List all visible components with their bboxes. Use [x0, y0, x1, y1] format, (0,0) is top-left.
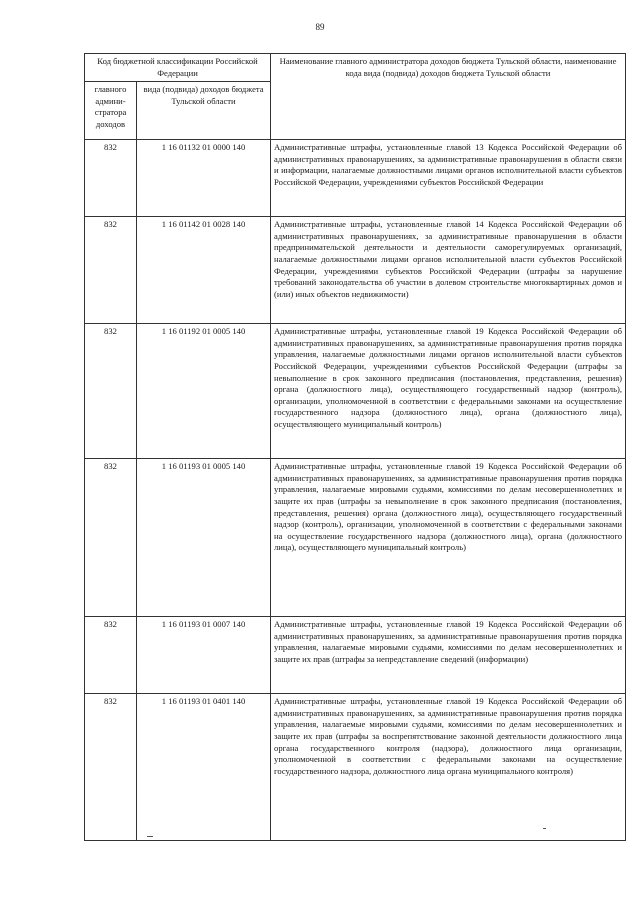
budget-classification-table — [84, 53, 626, 841]
income-name-cell: Административные штрафы, установленные главой 14 Кодекса Российской Федерации об административных правонарушениях, за административные правонарушения в области предпринимательской деятельности и деятельности саморегулируемых организаций, налагаемые должностными лицами органов исполнительной власти субъектов Российской Федерации, учреждениями субъектов Российской Федерации (штрафы за нарушение требований законодательства об участии в долевом строительстве многоквартирных домов и (или) иных объектов недвижимости) — [271, 217, 626, 324]
table-row — [85, 617, 626, 694]
scan-mark — [543, 828, 546, 829]
admin-code-cell: 832 — [85, 694, 137, 841]
income-name-cell: Административные штрафы, установленные главой 19 Кодекса Российской Федерации об административных правонарушениях, за административные правонарушения против порядка управления, налагаемые должностными лицами органов исполнительной власти субъектов Российской Федерации, учреждениями субъектов Российской Федерации (штрафы за невыполнение в срок законного предписания (постановления, представления, решения) органа (должностного лица), осуществляющего государственный надзор (контроль), организации, уполномоченной в соответствии с федеральными законами на осуществление государственного надзора (должностного лица), органа (должностного лица), осуществляющего муниципальный контроль) — [271, 324, 626, 459]
admin-code-cell: 832 — [85, 617, 137, 694]
admin-code-cell: 832 — [85, 459, 137, 617]
header-name-column: Наименование главного администратора доходов бюджета Тульской области, наименование кода вида (подвида) доходов бюджета Тульской области — [271, 54, 626, 140]
income-code-cell: 1 16 01132 01 0000 140 — [137, 140, 271, 217]
admin-code-cell: 832 — [85, 140, 137, 217]
income-name-cell: Административные штрафы, установленные главой 19 Кодекса Российской Федерации об административных правонарушениях, за административные правонарушения против порядка управления, налагаемые мировыми судьями, комиссиями по делам несовершеннолетних и защите их прав (штрафы за непредставление сведений (информации) — [271, 617, 626, 694]
table-row — [85, 694, 626, 841]
income-code-cell: 1 16 01193 01 0005 140 — [137, 459, 271, 617]
admin-code-cell: 832 — [85, 217, 137, 324]
income-code-cell: 1 16 01142 01 0028 140 — [137, 217, 271, 324]
income-code-cell: 1 16 01193 01 0401 140 — [137, 694, 271, 841]
header-income-code-column: вида (подвида) доходов бюджета Тульской области — [137, 82, 271, 140]
scan-mark — [147, 836, 153, 837]
page-number: 89 — [315, 22, 325, 32]
income-code-cell: 1 16 01193 01 0007 140 — [137, 617, 271, 694]
table-row — [85, 324, 626, 459]
header-classification-code: Код бюджетной классификации Российской Федерации — [85, 54, 271, 82]
income-code-cell: 1 16 01192 01 0005 140 — [137, 324, 271, 459]
income-name-cell: Административные штрафы, установленные главой 19 Кодекса Российской Федерации об административных правонарушениях, за административные правонарушения против порядка управления, налагаемые мировыми судьями, комиссиями по делам несовершеннолетних и защите их прав (штрафы за воспрепятствование законной деятельности должностного лица органа государственного контроля (надзора), должностного лица организации, уполномоченной в соответствии с федеральными законами на осуществление государственного надзора, должностного лица органа муниципального контроля) — [271, 694, 626, 841]
admin-code-cell: 832 — [85, 324, 137, 459]
table-row — [85, 217, 626, 324]
table-row — [85, 140, 626, 217]
table-row — [85, 459, 626, 617]
income-name-cell: Административные штрафы, установленные главой 19 Кодекса Российской Федерации об административных правонарушениях, за административные правонарушения против порядка управления, налагаемые мировыми судьями, комиссиями по делам несовершеннолетних и защите их прав (штрафы за невыполнение в срок законного предписания (постановления, представления, решения) органа (должностного лица), осуществляющего государственный надзор (контроль), организации, уполномоченной в соответствии с федеральными законами на осуществление государственного надзора (должностного лица), органа (должностного лица), осуществляющего муниципальный контроль) — [271, 459, 626, 617]
header-admin-column: главного админи-стратора доходов — [85, 82, 137, 140]
income-name-cell: Административные штрафы, установленные главой 13 Кодекса Российской Федерации об административных правонарушениях, за административные правонарушения в области связи и информации, налагаемые должностными лицами органов исполнительной власти субъектов Российской Федерации, учреждениями субъектов Российской Федерации — [271, 140, 626, 217]
